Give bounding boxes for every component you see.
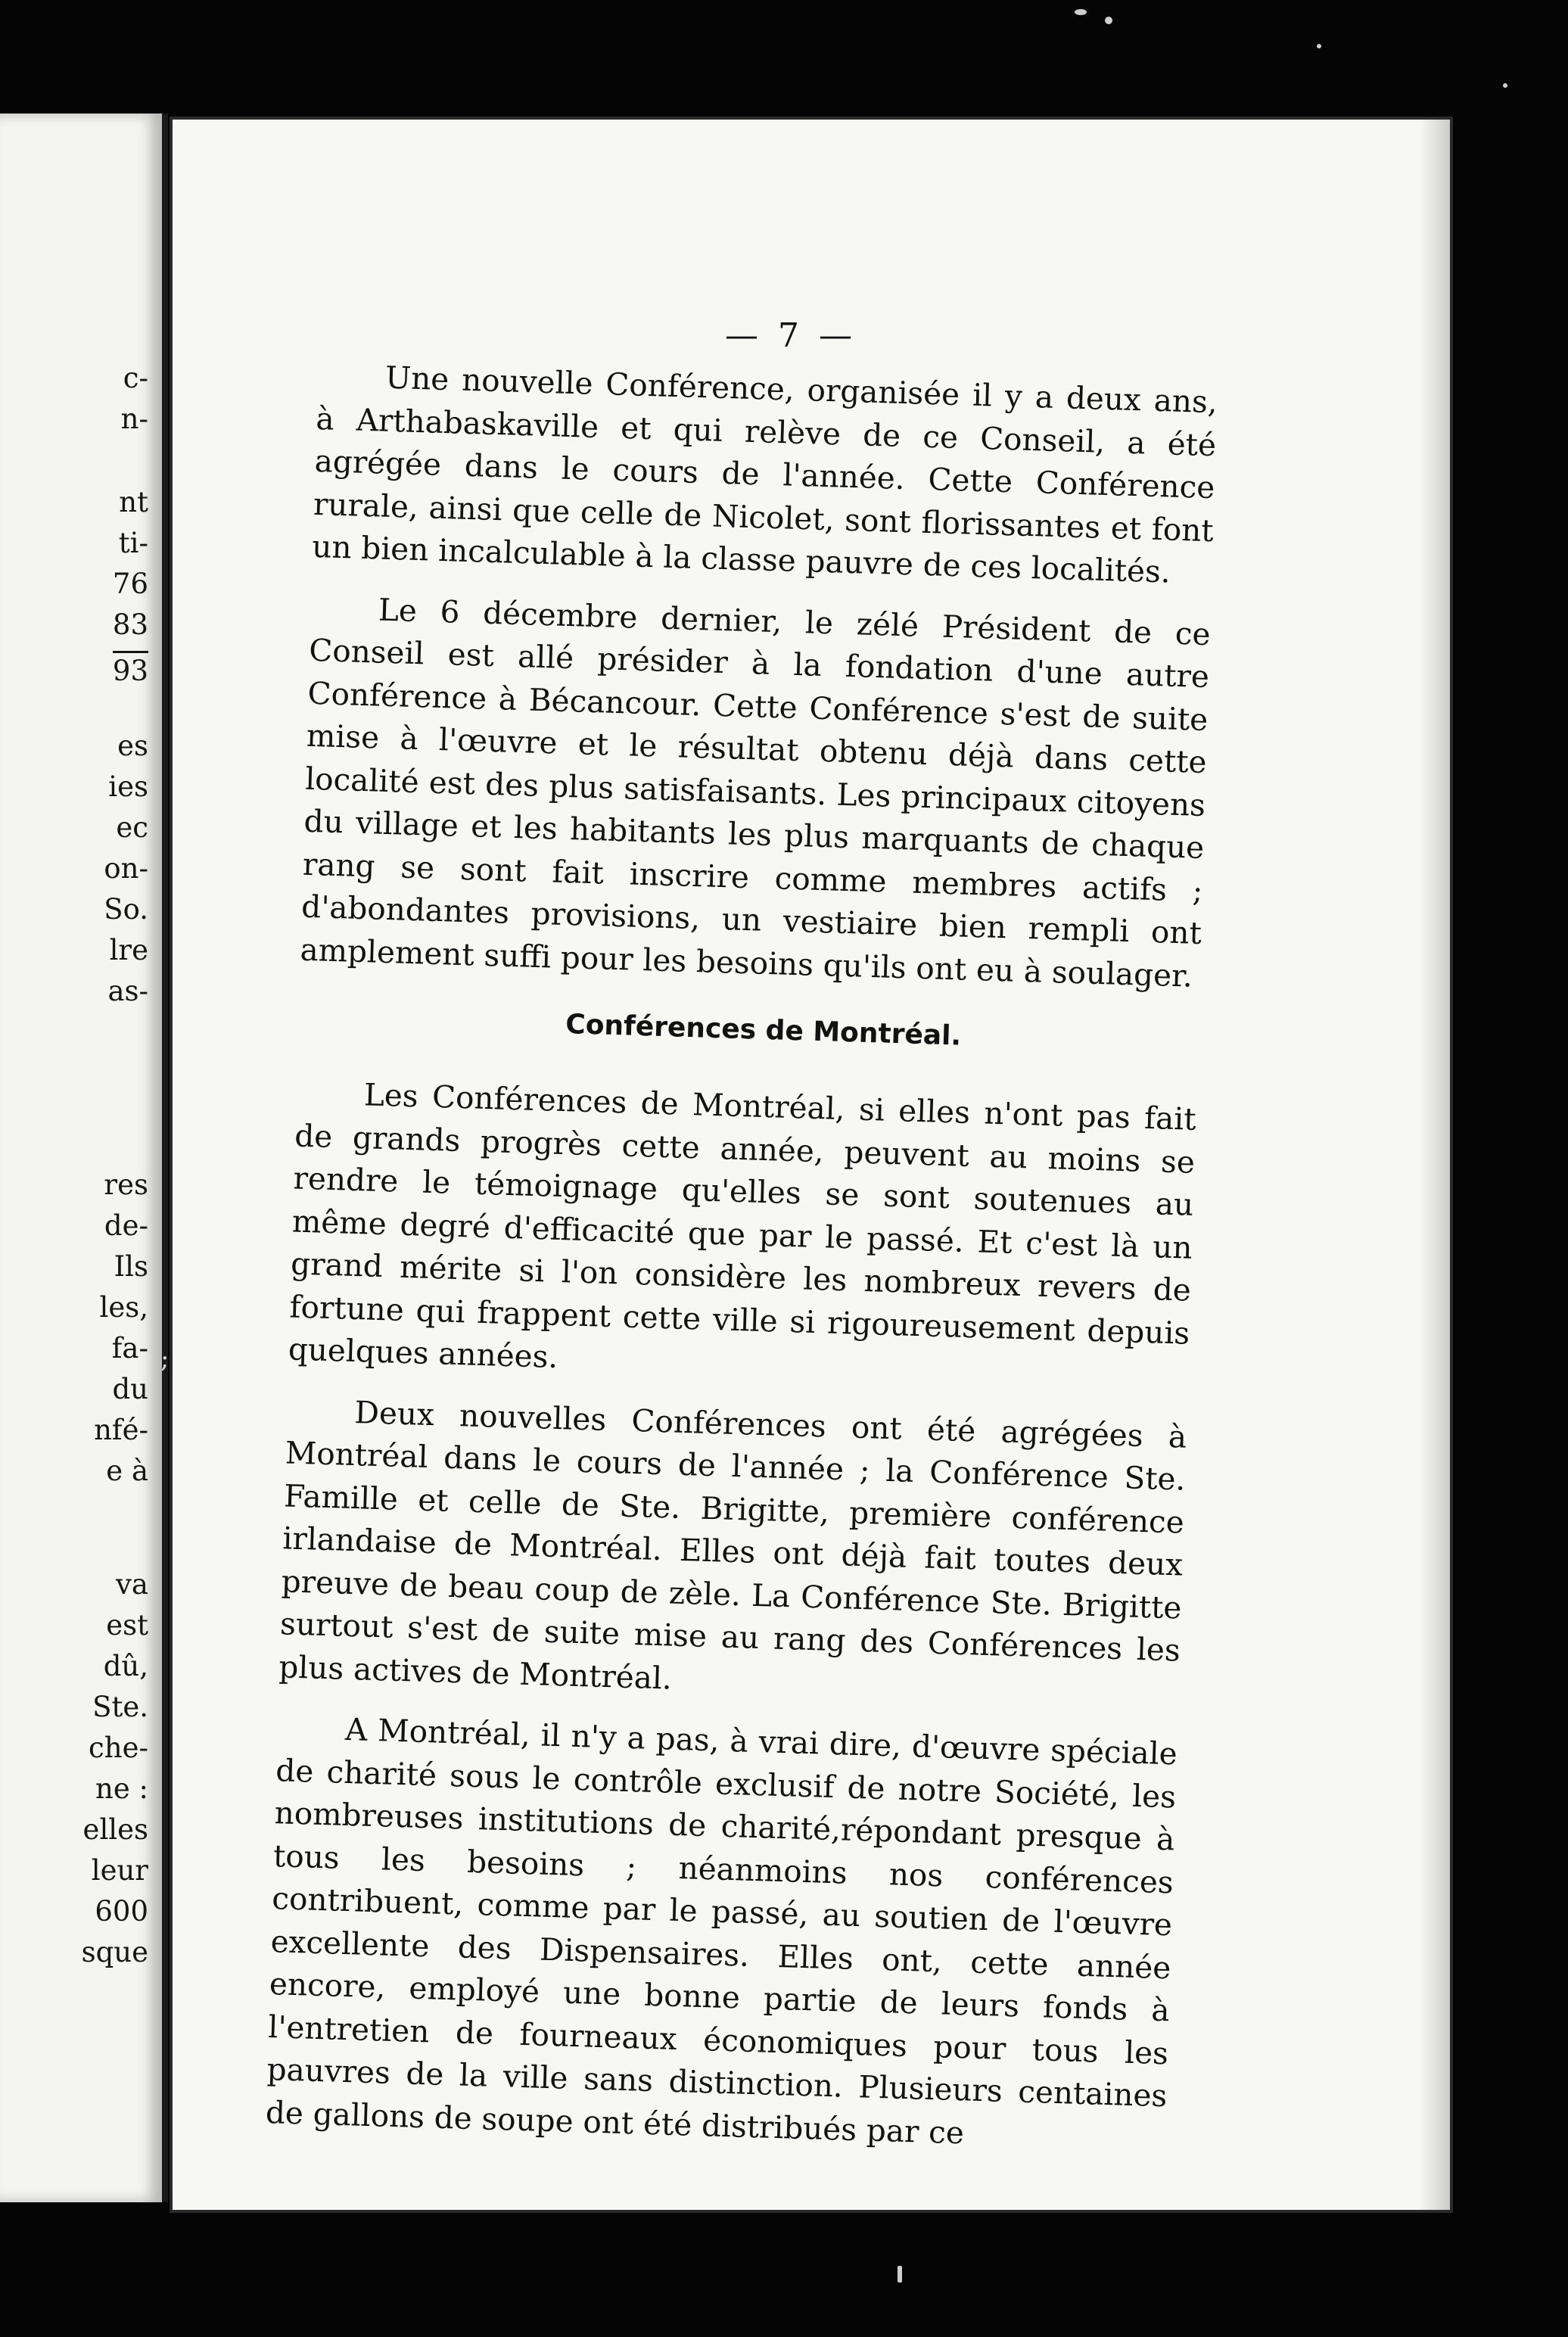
left-page-fragment: e à	[106, 1455, 148, 1487]
left-page-fragment: les,	[99, 1291, 148, 1324]
paragraph: A Montréal, il n'y a pas, à vrai dire, d'œuvre spéciale de charité sous le contrôle exclusif de notre Société, les nombreuses institutions de charité,répondant presque à tous les besoins ; néanmoins nos conférences contribuent, comme par le passé, au soutien de l'œuvre excellente des Dispensaires. Elles ont, cette année encore, employé une bonne partie de leurs fonds à l'entretien de fourneaux économiques pour tous les pauvres de la ville sans distinction. Plusieurs centaines de gallons de soupe ont été distribués par ce	[265, 1710, 1178, 2151]
scan-speck	[898, 2266, 902, 2283]
left-page-fragment: lre	[109, 934, 148, 966]
paragraph: Les Conférences de Montréal, si elles n'ont pas fait de grands progrès cette année, peuvent au moins se rendre le témoignage qu'elles se sont soutenues au même degré d'efficacité que par le passé. Et c'est là un grand mérite si l'on considère les nombreux revers de fortune qui frappent cette ville si rigoureusement depuis quelques années.	[288, 1076, 1197, 1375]
left-page-fragment: ne :	[95, 1772, 148, 1805]
paragraph: Le 6 décembre dernier, le zélé Président de ce Conseil est allé présider à la fondation d'une autre Conférence à Bécancour. Cette Conférence s'est de suite mise à l'œuvre et le résultat obtenu déjà dans cette localité est des plus satisfaisants. Les principaux citoyens du village et les habitants les plus marquants de chaque rang se sont fait inscrire comme membres actifs ; d'abondantes provisions, un vestiaire bien rempli ont amplement suffi pour les besoins qu'ils ont eu à soulager.	[299, 591, 1212, 994]
paragraph: Deux nouvelles Conférences ont été agrégées à Montréal dans le cours de l'année ; la Conférence Ste. Famille et celle de Ste. Brigitte, première conférence irlandaise de Montréal. Elles ont déjà fait toutes deux preuve de beau coup de zèle. La Conférence Ste. Brigitte surtout s'est de suite mise au rang des Conférences les plus actives de Montréal.	[278, 1393, 1187, 1697]
left-page-fragment: va	[116, 1568, 148, 1601]
body-text	[265, 354, 1218, 2178]
left-page-fragment: ies	[108, 770, 148, 803]
left-page-fragment: ec	[116, 811, 148, 844]
left-page-fragment: c-	[123, 362, 148, 394]
left-page-fragment: n-	[120, 403, 148, 435]
left-page-fragment: che-	[89, 1732, 148, 1764]
left-page-fragment: 83	[112, 608, 148, 641]
scan-speck	[1075, 9, 1087, 15]
left-page-fragment: dû,	[103, 1650, 148, 1682]
scan-speck	[1105, 17, 1112, 24]
left-page-fragment: nfé-	[94, 1414, 148, 1446]
left-page-fragment: 600	[95, 1895, 148, 1928]
left-page-fragment: sque	[81, 1936, 148, 1968]
left-page-fragment: est	[106, 1609, 148, 1642]
paragraph: Une nouvelle Conférence, organisée il y a deux ans, à Arthabaskaville et qui relève de ce Conseil, a été agrégée dans le cours de l'année. Cette Conférence rurale, ainsi que celle de Nicolet, sont florissantes et font un bien incalculable à la classe pauvre de ces localités.	[311, 359, 1218, 590]
left-page-fragment: fa-	[111, 1332, 148, 1365]
left-page-edge	[0, 114, 168, 2202]
left-page-fragment: ti-	[118, 527, 148, 559]
scan-speck	[1317, 44, 1321, 48]
left-page-fragment: nt	[119, 486, 148, 518]
left-page-fragment: So.	[104, 893, 148, 926]
left-page-fragment: elles	[82, 1813, 148, 1846]
left-page-fragment: du	[112, 1373, 148, 1405]
page-number: — 7 —	[725, 316, 857, 355]
left-page-fragment: Ste.	[92, 1691, 148, 1723]
left-page-fragment: res	[104, 1168, 148, 1201]
left-page-fragment: as-	[107, 975, 148, 1007]
left-page-fragment: leur	[91, 1854, 148, 1887]
left-page-fragment: de-	[104, 1209, 148, 1242]
left-page-fragment: 76	[112, 568, 148, 600]
left-page-fragment: Ils	[114, 1250, 148, 1283]
scan-speck	[1503, 83, 1507, 88]
left-page-fragment: 93	[113, 651, 148, 686]
left-page-fragment: on-	[104, 852, 148, 885]
binding-mark: ;	[160, 1344, 170, 1374]
section-heading: Conférences de Montréal.	[565, 1009, 962, 1052]
left-page-fragment: es	[117, 730, 148, 762]
page-shade	[1420, 120, 1450, 2210]
